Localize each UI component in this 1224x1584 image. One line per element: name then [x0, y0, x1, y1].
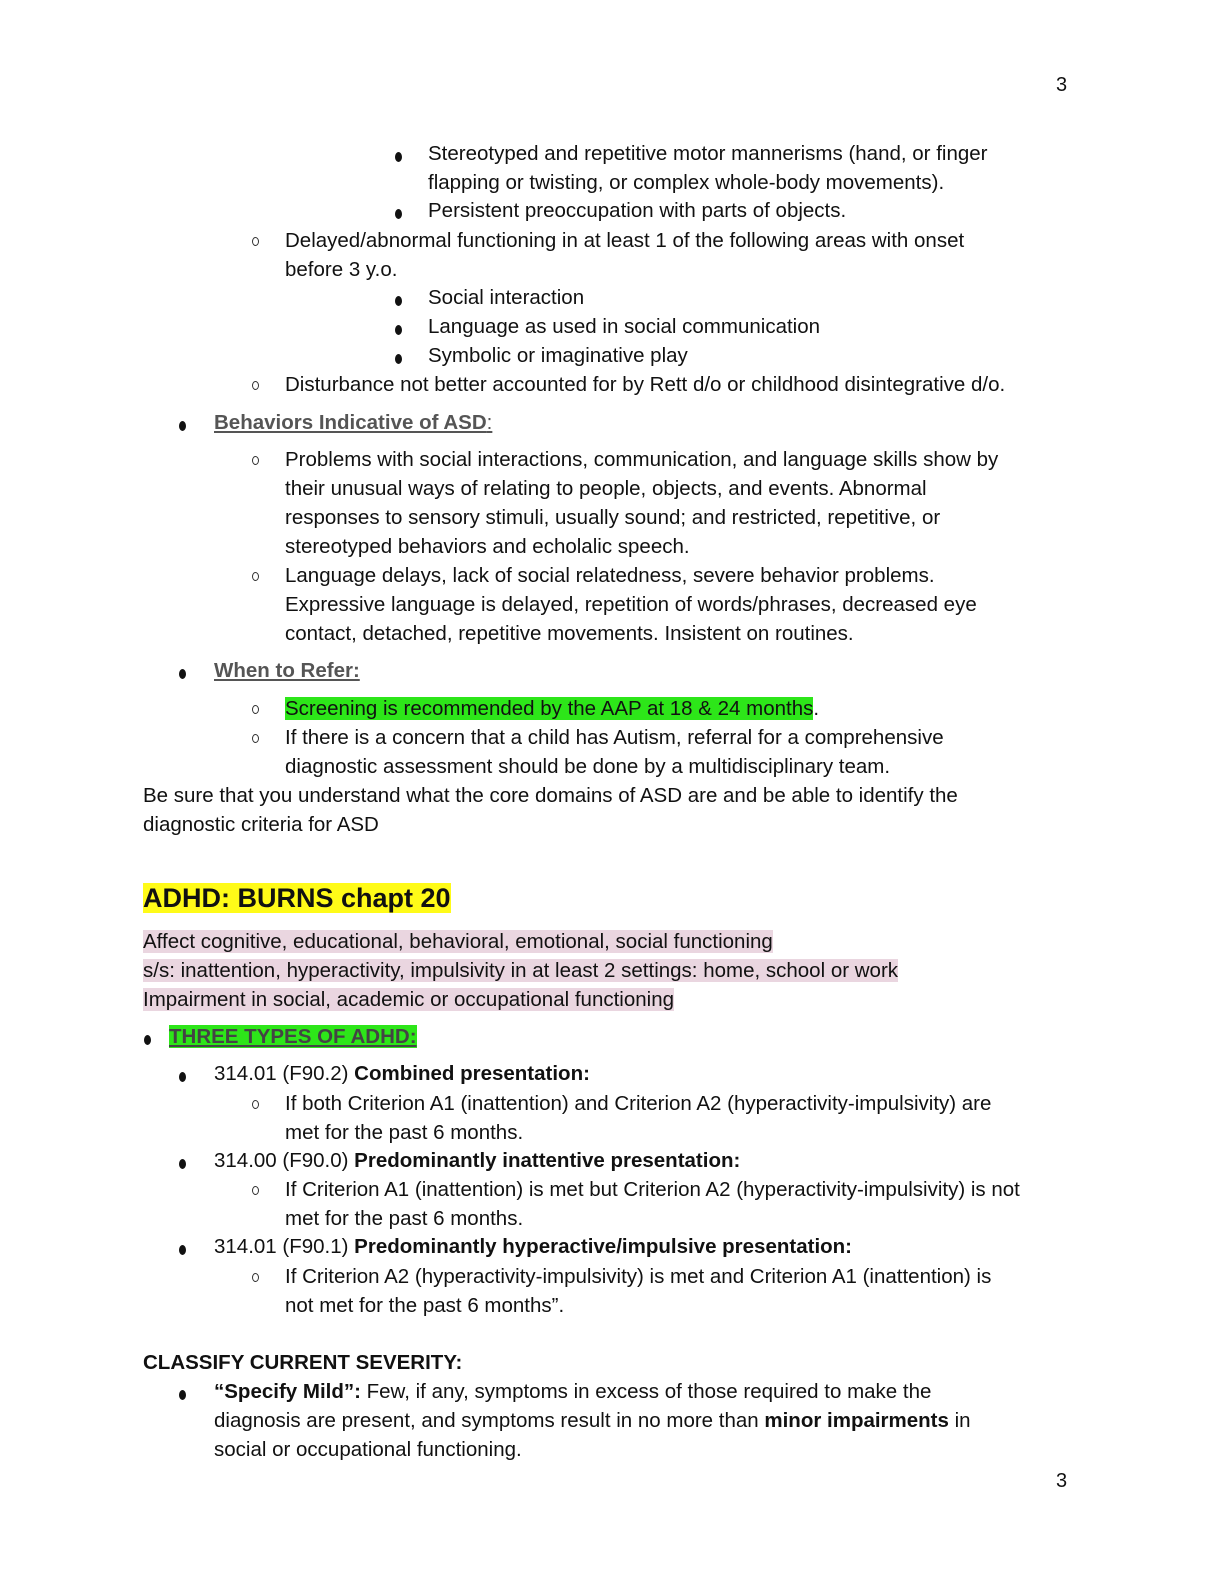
bullet-icon — [179, 1072, 186, 1082]
list-item-cont: before 3 y.o. — [285, 258, 398, 281]
list-item-cont: flapping or twisting, or complex whole-body movements). — [428, 171, 945, 194]
type-desc-cont: not met for the past 6 months”. — [285, 1294, 565, 1317]
adhd-summary-line — [143, 959, 898, 983]
bullet-icon — [395, 209, 402, 219]
type-item — [214, 1235, 852, 1259]
adhd-heading-text: ADHD: BURNS chapt 20 — [143, 883, 451, 913]
circle-bullet-icon — [252, 705, 259, 714]
circle-bullet-icon — [252, 1273, 259, 1282]
page-number-bottom: 3 — [1056, 1470, 1068, 1492]
type-code: 314.01 (F90.1) — [214, 1235, 355, 1258]
bullet-icon — [179, 421, 186, 431]
list-item: Persistent preoccupation with parts of objects. — [428, 199, 847, 222]
bullet-icon — [144, 1035, 151, 1045]
adhd-summary-text: Affect cognitive, educational, behavioral, emotional, social functioning — [143, 930, 773, 953]
list-item: If there is a concern that a child has Autism, referral for a comprehensive — [285, 726, 944, 749]
severity-item-cont: social or occupational functioning. — [214, 1438, 522, 1461]
mild-text: in — [948, 1409, 971, 1432]
bullet-icon — [179, 1159, 186, 1169]
type-code: 314.01 (F90.2) — [214, 1062, 355, 1085]
list-item-cont: stereotyped behaviors and echolalic speech. — [285, 535, 690, 558]
adhd-heading — [143, 881, 451, 915]
list-item-cont: diagnostic assessment should be done by a multidisciplinary team. — [285, 755, 891, 778]
bullet-icon — [395, 152, 402, 162]
types-heading-text: THREE TYPES OF ADHD: — [169, 1025, 417, 1048]
section-heading-behaviors — [214, 411, 492, 435]
circle-bullet-icon — [252, 1100, 259, 1109]
behaviors-heading: Behaviors Indicative of ASD — [214, 411, 487, 434]
list-item: Social interaction — [428, 286, 585, 309]
adhd-summary-line — [143, 930, 773, 954]
mild-bold: minor impairments — [764, 1409, 949, 1432]
adhd-summary-line — [143, 988, 674, 1012]
type-name: Predominantly hyperactive/impulsive presentation: — [354, 1235, 853, 1258]
mild-text: diagnosis are present, and symptoms result in no more than — [214, 1409, 765, 1432]
list-item: Stereotyped and repetitive motor mannerisms (hand, or finger — [428, 142, 988, 165]
list-item: Language as used in social communication — [428, 315, 821, 338]
list-item: Symbolic or imaginative play — [428, 344, 688, 367]
severity-heading: CLASSIFY CURRENT SEVERITY: — [143, 1351, 463, 1374]
behaviors-colon: : — [486, 411, 493, 434]
list-item-cont: responses to sensory stimuli, usually sound; and restricted, repetitive, or — [285, 506, 941, 529]
list-item: Language delays, lack of social relatedness, severe behavior problems. — [285, 564, 935, 587]
screening-period: . — [813, 697, 820, 720]
circle-bullet-icon — [252, 734, 259, 743]
type-item — [214, 1149, 740, 1173]
severity-item — [214, 1380, 931, 1404]
page-number-top: 3 — [1056, 74, 1068, 96]
type-desc: If Criterion A1 (inattention) is met but Criterion A2 (hyperactivity-impulsivity) is not — [285, 1178, 1020, 1201]
bullet-icon — [395, 296, 402, 306]
type-desc-cont: met for the past 6 months. — [285, 1207, 524, 1230]
circle-bullet-icon — [252, 381, 259, 390]
type-name: Combined presentation: — [354, 1062, 590, 1085]
bullet-icon — [395, 354, 402, 364]
screening-highlight: Screening is recommended by the AAP at 18 & 24 months — [285, 697, 814, 720]
type-item — [214, 1062, 590, 1086]
study-note-cont: diagnostic criteria for ASD — [143, 813, 379, 836]
mild-text: Few, if any, symptoms in excess of those required to make the — [360, 1380, 932, 1403]
circle-bullet-icon — [252, 456, 259, 465]
circle-bullet-icon — [252, 1186, 259, 1195]
list-item: Disturbance not better accounted for by Rett d/o or childhood disintegrative d/o. — [285, 373, 1006, 396]
bullet-icon — [179, 1390, 186, 1400]
type-desc: If Criterion A2 (hyperactivity-impulsivity) is met and Criterion A1 (inattention) is — [285, 1265, 992, 1288]
mild-label: “Specify Mild”: — [214, 1380, 361, 1403]
bullet-icon — [179, 1245, 186, 1255]
severity-item-cont — [214, 1409, 971, 1433]
type-desc: If both Criterion A1 (inattention) and Criterion A2 (hyperactivity-impulsivity) are — [285, 1092, 992, 1115]
adhd-summary-text: s/s: inattention, hyperactivity, impulsivity in at least 2 settings: home, school or work — [143, 959, 899, 982]
list-item-cont: their unusual ways of relating to people, objects, and events. Abnormal — [285, 477, 927, 500]
type-name: Predominantly inattentive presentation: — [354, 1149, 741, 1172]
list-item: Delayed/abnormal functioning in at least 1 of the following areas with onset — [285, 229, 965, 252]
refer-heading: When to Refer: — [214, 659, 360, 682]
study-note: Be sure that you understand what the core domains of ASD are and be able to identify the — [143, 784, 958, 807]
list-item-cont: Expressive language is delayed, repetition of words/phrases, decreased eye — [285, 593, 977, 616]
adhd-summary-text: Impairment in social, academic or occupational functioning — [143, 988, 674, 1011]
type-code: 314.00 (F90.0) — [214, 1149, 355, 1172]
list-item-cont: contact, detached, repetitive movements. Insistent on routines. — [285, 622, 854, 645]
list-item: Problems with social interactions, communication, and language skills show by — [285, 448, 999, 471]
bullet-icon — [395, 325, 402, 335]
list-item-screening — [285, 697, 819, 721]
bullet-icon — [179, 669, 186, 679]
circle-bullet-icon — [252, 237, 259, 246]
circle-bullet-icon — [252, 572, 259, 581]
types-heading — [169, 1025, 417, 1049]
type-desc-cont: met for the past 6 months. — [285, 1121, 524, 1144]
